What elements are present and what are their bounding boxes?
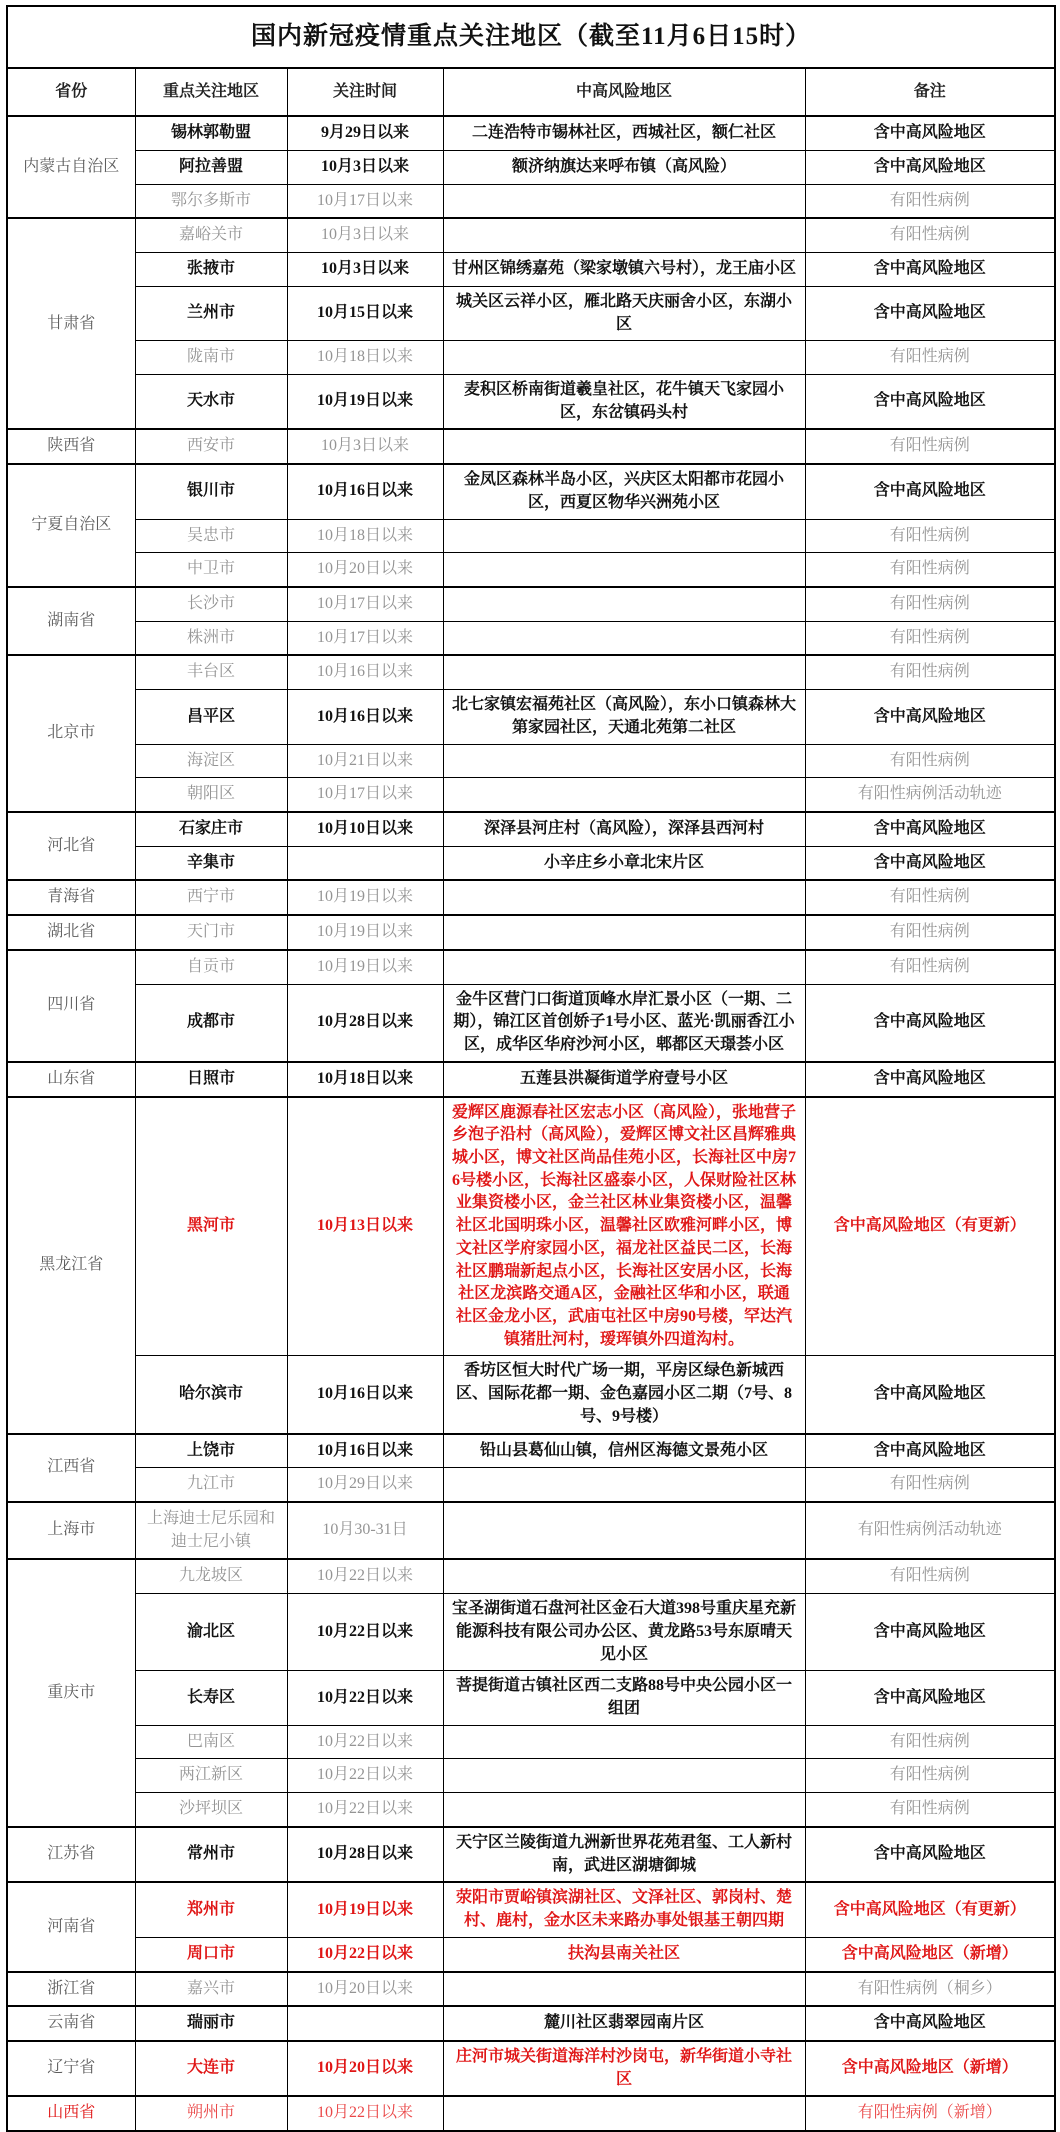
focus-time-cell: 10月17日以来 bbox=[287, 621, 443, 655]
remark-cell: 有阳性病例 bbox=[805, 519, 1055, 553]
focus-area-cell: 黑河市 bbox=[135, 1097, 287, 1356]
remark-cell: 含中高风险地区（新增） bbox=[805, 2041, 1055, 2096]
risk-areas-cell bbox=[443, 880, 805, 915]
risk-areas-cell bbox=[443, 1793, 805, 1827]
risk-areas-cell bbox=[443, 1559, 805, 1593]
table-row bbox=[7, 1097, 1055, 1356]
risk-areas-cell bbox=[443, 218, 805, 252]
remark-cell: 有阳性病例 bbox=[805, 218, 1055, 252]
risk-areas-cell: 北七家镇宏福苑社区（高风险），东小口镇森林大第家园社区，天通北苑第二社区 bbox=[443, 690, 805, 744]
table-row bbox=[7, 2096, 1055, 2131]
focus-area-cell: 张掖市 bbox=[135, 253, 287, 287]
focus-area-cell: 西宁市 bbox=[135, 880, 287, 915]
focus-time-cell: 10月3日以来 bbox=[287, 253, 443, 287]
epidemic-focus-sheet bbox=[6, 0, 1054, 2132]
focus-area-cell: 巴南区 bbox=[135, 1725, 287, 1759]
remark-cell: 含中高风险地区 bbox=[805, 116, 1055, 150]
focus-time-cell: 10月29日以来 bbox=[287, 1468, 443, 1502]
remark-cell: 含中高风险地区 bbox=[805, 253, 1055, 287]
focus-time-cell: 10月3日以来 bbox=[287, 150, 443, 184]
province-cell: 内蒙古自治区 bbox=[7, 116, 135, 218]
focus-area-cell: 郑州市 bbox=[135, 1882, 287, 1937]
table-row bbox=[7, 553, 1055, 587]
focus-time-cell: 10月20日以来 bbox=[287, 553, 443, 587]
remark-cell: 有阳性病例（新增） bbox=[805, 2096, 1055, 2131]
focus-area-cell: 天水市 bbox=[135, 374, 287, 429]
remark-cell: 含中高风险地区 bbox=[805, 1671, 1055, 1725]
table-row bbox=[7, 464, 1055, 519]
remark-cell: 含中高风险地区 bbox=[805, 1594, 1055, 1671]
province-cell: 上海市 bbox=[7, 1502, 135, 1559]
risk-areas-cell bbox=[443, 778, 805, 812]
focus-time-cell: 10月16日以来 bbox=[287, 690, 443, 744]
table-row bbox=[7, 1972, 1055, 2007]
focus-area-cell: 周口市 bbox=[135, 1937, 287, 1971]
remark-cell: 含中高风险地区（有更新） bbox=[805, 1882, 1055, 1937]
risk-areas-cell bbox=[443, 621, 805, 655]
focus-area-cell: 成都市 bbox=[135, 984, 287, 1062]
focus-time-cell: 10月16日以来 bbox=[287, 1356, 443, 1434]
risk-areas-cell: 五莲县洪凝街道学府壹号小区 bbox=[443, 1062, 805, 1097]
risk-areas-cell: 荥阳市贾峪镇滨湖社区、文泽社区、郭岗村、楚村、鹿村，金水区未来路办事处银基王朝四期 bbox=[443, 1882, 805, 1937]
province-cell: 江西省 bbox=[7, 1434, 135, 1502]
focus-area-cell: 西安市 bbox=[135, 429, 287, 464]
remark-cell: 有阳性病例 bbox=[805, 1725, 1055, 1759]
table-row bbox=[7, 1434, 1055, 1468]
risk-areas-cell bbox=[443, 950, 805, 984]
province-cell: 北京市 bbox=[7, 655, 135, 812]
risk-areas-cell bbox=[443, 184, 805, 218]
risk-areas-cell bbox=[443, 1759, 805, 1793]
focus-area-cell: 九江市 bbox=[135, 1468, 287, 1502]
remark-cell: 含中高风险地区 bbox=[805, 690, 1055, 744]
risk-areas-cell bbox=[443, 1468, 805, 1502]
remark-cell: 含中高风险地区（新增） bbox=[805, 1937, 1055, 1971]
focus-area-cell: 石家庄市 bbox=[135, 812, 287, 846]
focus-area-cell: 日照市 bbox=[135, 1062, 287, 1097]
remark-cell: 有阳性病例 bbox=[805, 587, 1055, 621]
risk-areas-cell bbox=[443, 655, 805, 689]
focus-time-cell: 10月18日以来 bbox=[287, 341, 443, 375]
table-row bbox=[7, 1594, 1055, 1671]
province-cell: 山东省 bbox=[7, 1062, 135, 1097]
risk-areas-cell bbox=[443, 2096, 805, 2131]
focus-area-cell: 陇南市 bbox=[135, 341, 287, 375]
focus-time-cell: 10月13日以来 bbox=[287, 1097, 443, 1356]
focus-time-cell: 10月30-31日 bbox=[287, 1502, 443, 1559]
focus-time-cell: 10月21日以来 bbox=[287, 744, 443, 778]
col-header-remark: 备注 bbox=[805, 68, 1055, 117]
focus-time-cell: 10月22日以来 bbox=[287, 2096, 443, 2131]
focus-area-cell: 朔州市 bbox=[135, 2096, 287, 2131]
remark-cell: 含中高风险地区 bbox=[805, 464, 1055, 519]
focus-time-cell: 10月19日以来 bbox=[287, 950, 443, 984]
focus-area-cell: 锡林郭勒盟 bbox=[135, 116, 287, 150]
focus-area-cell: 九龙坡区 bbox=[135, 1559, 287, 1593]
table-row bbox=[7, 286, 1055, 340]
remark-cell: 有阳性病例 bbox=[805, 1793, 1055, 1827]
focus-time-cell: 10月20日以来 bbox=[287, 2041, 443, 2096]
header-row bbox=[7, 68, 1055, 117]
focus-area-cell: 株洲市 bbox=[135, 621, 287, 655]
focus-time-cell: 10月18日以来 bbox=[287, 519, 443, 553]
focus-area-cell: 哈尔滨市 bbox=[135, 1356, 287, 1434]
title-row bbox=[7, 6, 1055, 68]
risk-areas-cell: 菩提街道古镇社区西二支路88号中央公园小区一组团 bbox=[443, 1671, 805, 1725]
remark-cell: 有阳性病例 bbox=[805, 184, 1055, 218]
risk-areas-cell bbox=[443, 1502, 805, 1559]
remark-cell: 有阳性病例 bbox=[805, 621, 1055, 655]
focus-time-cell: 10月22日以来 bbox=[287, 1725, 443, 1759]
focus-time-cell: 10月3日以来 bbox=[287, 218, 443, 252]
focus-time-cell: 10月22日以来 bbox=[287, 1759, 443, 1793]
province-cell: 河北省 bbox=[7, 812, 135, 880]
focus-time-cell: 10月18日以来 bbox=[287, 1062, 443, 1097]
risk-areas-cell: 麦积区桥南街道羲皇社区，花牛镇天飞家园小区，东岔镇码头村 bbox=[443, 374, 805, 429]
risk-areas-cell: 扶沟县南关社区 bbox=[443, 1937, 805, 1971]
focus-time-cell: 10月3日以来 bbox=[287, 429, 443, 464]
table-row bbox=[7, 1502, 1055, 1559]
focus-time-cell: 10月17日以来 bbox=[287, 587, 443, 621]
focus-time-cell: 10月28日以来 bbox=[287, 984, 443, 1062]
table-row bbox=[7, 2006, 1055, 2041]
focus-area-cell: 中卫市 bbox=[135, 553, 287, 587]
risk-areas-cell: 深泽县河庄村（高风险），深泽县西河村 bbox=[443, 812, 805, 846]
remark-cell: 有阳性病例 bbox=[805, 341, 1055, 375]
risk-areas-cell bbox=[443, 587, 805, 621]
table-row bbox=[7, 621, 1055, 655]
table-row bbox=[7, 778, 1055, 812]
table-row bbox=[7, 374, 1055, 429]
focus-area-cell: 昌平区 bbox=[135, 690, 287, 744]
risk-areas-cell bbox=[443, 341, 805, 375]
focus-area-cell: 常州市 bbox=[135, 1827, 287, 1882]
remark-cell: 含中高风险地区 bbox=[805, 1434, 1055, 1468]
risk-areas-cell bbox=[443, 744, 805, 778]
risk-areas-cell bbox=[443, 1972, 805, 2007]
remark-cell: 有阳性病例 bbox=[805, 915, 1055, 950]
remark-cell: 含中高风险地区（有更新） bbox=[805, 1097, 1055, 1356]
risk-areas-cell: 宝圣湖街道石盘河社区金石大道398号重庆星充新能源科技有限公司办公区、黄龙路53号东原晴天见小区 bbox=[443, 1594, 805, 1671]
focus-area-cell: 嘉兴市 bbox=[135, 1972, 287, 2007]
focus-time-cell bbox=[287, 846, 443, 880]
remark-cell: 有阳性病例 bbox=[805, 950, 1055, 984]
remark-cell: 含中高风险地区 bbox=[805, 984, 1055, 1062]
remark-cell: 有阳性病例活动轨迹 bbox=[805, 778, 1055, 812]
table-row bbox=[7, 2041, 1055, 2096]
province-cell: 陕西省 bbox=[7, 429, 135, 464]
focus-time-cell: 10月20日以来 bbox=[287, 1972, 443, 2007]
table-row bbox=[7, 1793, 1055, 1827]
epidemic-focus-table bbox=[6, 5, 1056, 2132]
risk-areas-cell: 香坊区恒大时代广场一期，平房区绿色新城西区、国际花都一期、金色嘉园小区二期（7号、8号、9号楼） bbox=[443, 1356, 805, 1434]
table-row bbox=[7, 1827, 1055, 1882]
focus-area-cell: 鄂尔多斯市 bbox=[135, 184, 287, 218]
table-row bbox=[7, 1062, 1055, 1097]
risk-areas-cell: 二连浩特市锡林社区，西城社区，额仁社区 bbox=[443, 116, 805, 150]
table-row bbox=[7, 116, 1055, 150]
focus-time-cell: 10月16日以来 bbox=[287, 464, 443, 519]
risk-areas-cell: 城关区云祥小区，雁北路天庆丽舍小区，东湖小区 bbox=[443, 286, 805, 340]
focus-time-cell: 10月22日以来 bbox=[287, 1594, 443, 1671]
province-cell: 山西省 bbox=[7, 2096, 135, 2131]
province-cell: 浙江省 bbox=[7, 1972, 135, 2007]
province-cell: 河南省 bbox=[7, 1882, 135, 1971]
focus-time-cell: 10月17日以来 bbox=[287, 778, 443, 812]
remark-cell: 含中高风险地区 bbox=[805, 1827, 1055, 1882]
remark-cell: 有阳性病例 bbox=[805, 429, 1055, 464]
focus-time-cell: 10月15日以来 bbox=[287, 286, 443, 340]
focus-time-cell: 10月22日以来 bbox=[287, 1793, 443, 1827]
risk-areas-cell bbox=[443, 429, 805, 464]
table-row bbox=[7, 150, 1055, 184]
focus-area-cell: 丰台区 bbox=[135, 655, 287, 689]
focus-area-cell: 阿拉善盟 bbox=[135, 150, 287, 184]
table-row bbox=[7, 984, 1055, 1062]
province-cell: 江苏省 bbox=[7, 1827, 135, 1882]
table-row bbox=[7, 429, 1055, 464]
risk-areas-cell bbox=[443, 1725, 805, 1759]
focus-time-cell: 10月19日以来 bbox=[287, 374, 443, 429]
province-cell: 青海省 bbox=[7, 880, 135, 915]
table-row bbox=[7, 655, 1055, 689]
focus-time-cell: 10月28日以来 bbox=[287, 1827, 443, 1882]
remark-cell: 有阳性病例 bbox=[805, 744, 1055, 778]
table-body bbox=[7, 116, 1055, 2131]
table-row bbox=[7, 341, 1055, 375]
focus-time-cell: 10月22日以来 bbox=[287, 1671, 443, 1725]
focus-area-cell: 长沙市 bbox=[135, 587, 287, 621]
province-cell: 四川省 bbox=[7, 950, 135, 1062]
risk-areas-cell: 金牛区营门口街道顶峰水岸汇景小区（一期、二期），锦江区首创娇子1号小区、蓝光·凯丽香江小区，成华区华府沙河小区，郫都区天璟荟小区 bbox=[443, 984, 805, 1062]
province-cell: 湖南省 bbox=[7, 587, 135, 655]
table-row bbox=[7, 184, 1055, 218]
focus-area-cell: 嘉峪关市 bbox=[135, 218, 287, 252]
table-row bbox=[7, 218, 1055, 252]
focus-area-cell: 长寿区 bbox=[135, 1671, 287, 1725]
col-header-risk-areas: 中高风险地区 bbox=[443, 68, 805, 117]
focus-area-cell: 瑞丽市 bbox=[135, 2006, 287, 2041]
table-row bbox=[7, 1937, 1055, 1971]
table-row bbox=[7, 1356, 1055, 1434]
risk-areas-cell bbox=[443, 915, 805, 950]
col-header-focus-time: 关注时间 bbox=[287, 68, 443, 117]
col-header-focus-area: 重点关注地区 bbox=[135, 68, 287, 117]
focus-time-cell: 10月22日以来 bbox=[287, 1559, 443, 1593]
table-row bbox=[7, 1671, 1055, 1725]
risk-areas-cell bbox=[443, 519, 805, 553]
remark-cell: 有阳性病例活动轨迹 bbox=[805, 1502, 1055, 1559]
risk-areas-cell: 铅山县葛仙山镇，信州区海德文景苑小区 bbox=[443, 1434, 805, 1468]
table-row bbox=[7, 1725, 1055, 1759]
focus-time-cell: 10月16日以来 bbox=[287, 655, 443, 689]
table-row bbox=[7, 1882, 1055, 1937]
focus-time-cell: 10月19日以来 bbox=[287, 880, 443, 915]
province-cell: 重庆市 bbox=[7, 1559, 135, 1826]
province-cell: 甘肃省 bbox=[7, 218, 135, 429]
focus-area-cell: 沙坪坝区 bbox=[135, 1793, 287, 1827]
remark-cell: 有阳性病例 bbox=[805, 880, 1055, 915]
remark-cell: 有阳性病例 bbox=[805, 553, 1055, 587]
remark-cell: 含中高风险地区 bbox=[805, 150, 1055, 184]
remark-cell: 含中高风险地区 bbox=[805, 1062, 1055, 1097]
risk-areas-cell: 金凤区森林半岛小区，兴庆区太阳都市花园小区，西夏区物华兴洲苑小区 bbox=[443, 464, 805, 519]
table-row bbox=[7, 1468, 1055, 1502]
table-row bbox=[7, 880, 1055, 915]
table-row bbox=[7, 915, 1055, 950]
focus-area-cell: 天门市 bbox=[135, 915, 287, 950]
risk-areas-cell: 额济纳旗达来呼布镇（高风险） bbox=[443, 150, 805, 184]
focus-area-cell: 两江新区 bbox=[135, 1759, 287, 1793]
focus-area-cell: 海淀区 bbox=[135, 744, 287, 778]
remark-cell: 含中高风险地区 bbox=[805, 286, 1055, 340]
risk-areas-cell: 爱辉区鹿源春社区宏志小区（高风险），张地营子乡泡子沿村（高风险），爱辉区博文社区昌辉雅典城小区，博文社区尚品佳苑小区，长海社区中房76号楼小区，长海社区盛泰小区，人保财险社区林业集资楼小区，金兰社区林业集资楼小区，温馨社区北国明珠小区，温馨社区欧雅河畔小区，博文社区学府家园小区，福龙社区益民二区，长海社区鹏瑞新起点小区，长海社区安居小区，长海社区龙滨路交通A区，金融社区华和小区，联通社区金龙小区，武庙屯社区中房90号楼，罕达汽镇猪肚河村，瑷珲镇外四道沟村。 bbox=[443, 1097, 805, 1356]
remark-cell: 含中高风险地区 bbox=[805, 374, 1055, 429]
focus-time-cell: 10月19日以来 bbox=[287, 1882, 443, 1937]
risk-areas-cell: 天宁区兰陵街道九洲新世界花苑君玺、工人新村南，武进区湖塘御城 bbox=[443, 1827, 805, 1882]
remark-cell: 含中高风险地区 bbox=[805, 846, 1055, 880]
remark-cell: 含中高风险地区 bbox=[805, 812, 1055, 846]
remark-cell: 有阳性病例 bbox=[805, 655, 1055, 689]
focus-time-cell: 9月29日以来 bbox=[287, 116, 443, 150]
province-cell: 宁夏自治区 bbox=[7, 464, 135, 587]
remark-cell: 含中高风险地区 bbox=[805, 1356, 1055, 1434]
table-row bbox=[7, 1759, 1055, 1793]
focus-time-cell: 10月17日以来 bbox=[287, 184, 443, 218]
page-title: 国内新冠疫情重点关注地区（截至11月6日15时） bbox=[7, 6, 1055, 68]
focus-time-cell: 10月16日以来 bbox=[287, 1434, 443, 1468]
risk-areas-cell: 小辛庄乡小章北宋片区 bbox=[443, 846, 805, 880]
focus-area-cell: 朝阳区 bbox=[135, 778, 287, 812]
focus-area-cell: 渝北区 bbox=[135, 1594, 287, 1671]
table-row bbox=[7, 690, 1055, 744]
focus-area-cell: 上海迪士尼乐园和迪士尼小镇 bbox=[135, 1502, 287, 1559]
focus-area-cell: 银川市 bbox=[135, 464, 287, 519]
focus-time-cell bbox=[287, 2006, 443, 2041]
table-row bbox=[7, 846, 1055, 880]
col-header-province: 省份 bbox=[7, 68, 135, 117]
table-row bbox=[7, 253, 1055, 287]
table-row bbox=[7, 1559, 1055, 1593]
focus-area-cell: 自贡市 bbox=[135, 950, 287, 984]
remark-cell: 有阳性病例 bbox=[805, 1559, 1055, 1593]
table-row bbox=[7, 519, 1055, 553]
focus-area-cell: 上饶市 bbox=[135, 1434, 287, 1468]
focus-time-cell: 10月19日以来 bbox=[287, 915, 443, 950]
risk-areas-cell bbox=[443, 553, 805, 587]
table-row bbox=[7, 744, 1055, 778]
focus-area-cell: 吴忠市 bbox=[135, 519, 287, 553]
province-cell: 黑龙江省 bbox=[7, 1097, 135, 1434]
remark-cell: 有阳性病例 bbox=[805, 1759, 1055, 1793]
province-cell: 云南省 bbox=[7, 2006, 135, 2041]
focus-area-cell: 大连市 bbox=[135, 2041, 287, 2096]
province-cell: 辽宁省 bbox=[7, 2041, 135, 2096]
table-row bbox=[7, 587, 1055, 621]
focus-time-cell: 10月22日以来 bbox=[287, 1937, 443, 1971]
province-cell: 湖北省 bbox=[7, 915, 135, 950]
risk-areas-cell: 甘州区锦绣嘉苑（梁家墩镇六号村），龙王庙小区 bbox=[443, 253, 805, 287]
focus-area-cell: 兰州市 bbox=[135, 286, 287, 340]
risk-areas-cell: 麓川社区翡翠园南片区 bbox=[443, 2006, 805, 2041]
table-row bbox=[7, 812, 1055, 846]
risk-areas-cell: 庄河市城关街道海洋村沙岗屯，新华街道小寺社区 bbox=[443, 2041, 805, 2096]
remark-cell: 有阳性病例（桐乡） bbox=[805, 1972, 1055, 2007]
remark-cell: 有阳性病例 bbox=[805, 1468, 1055, 1502]
table-row bbox=[7, 950, 1055, 984]
focus-area-cell: 辛集市 bbox=[135, 846, 287, 880]
focus-time-cell: 10月10日以来 bbox=[287, 812, 443, 846]
remark-cell: 含中高风险地区 bbox=[805, 2006, 1055, 2041]
